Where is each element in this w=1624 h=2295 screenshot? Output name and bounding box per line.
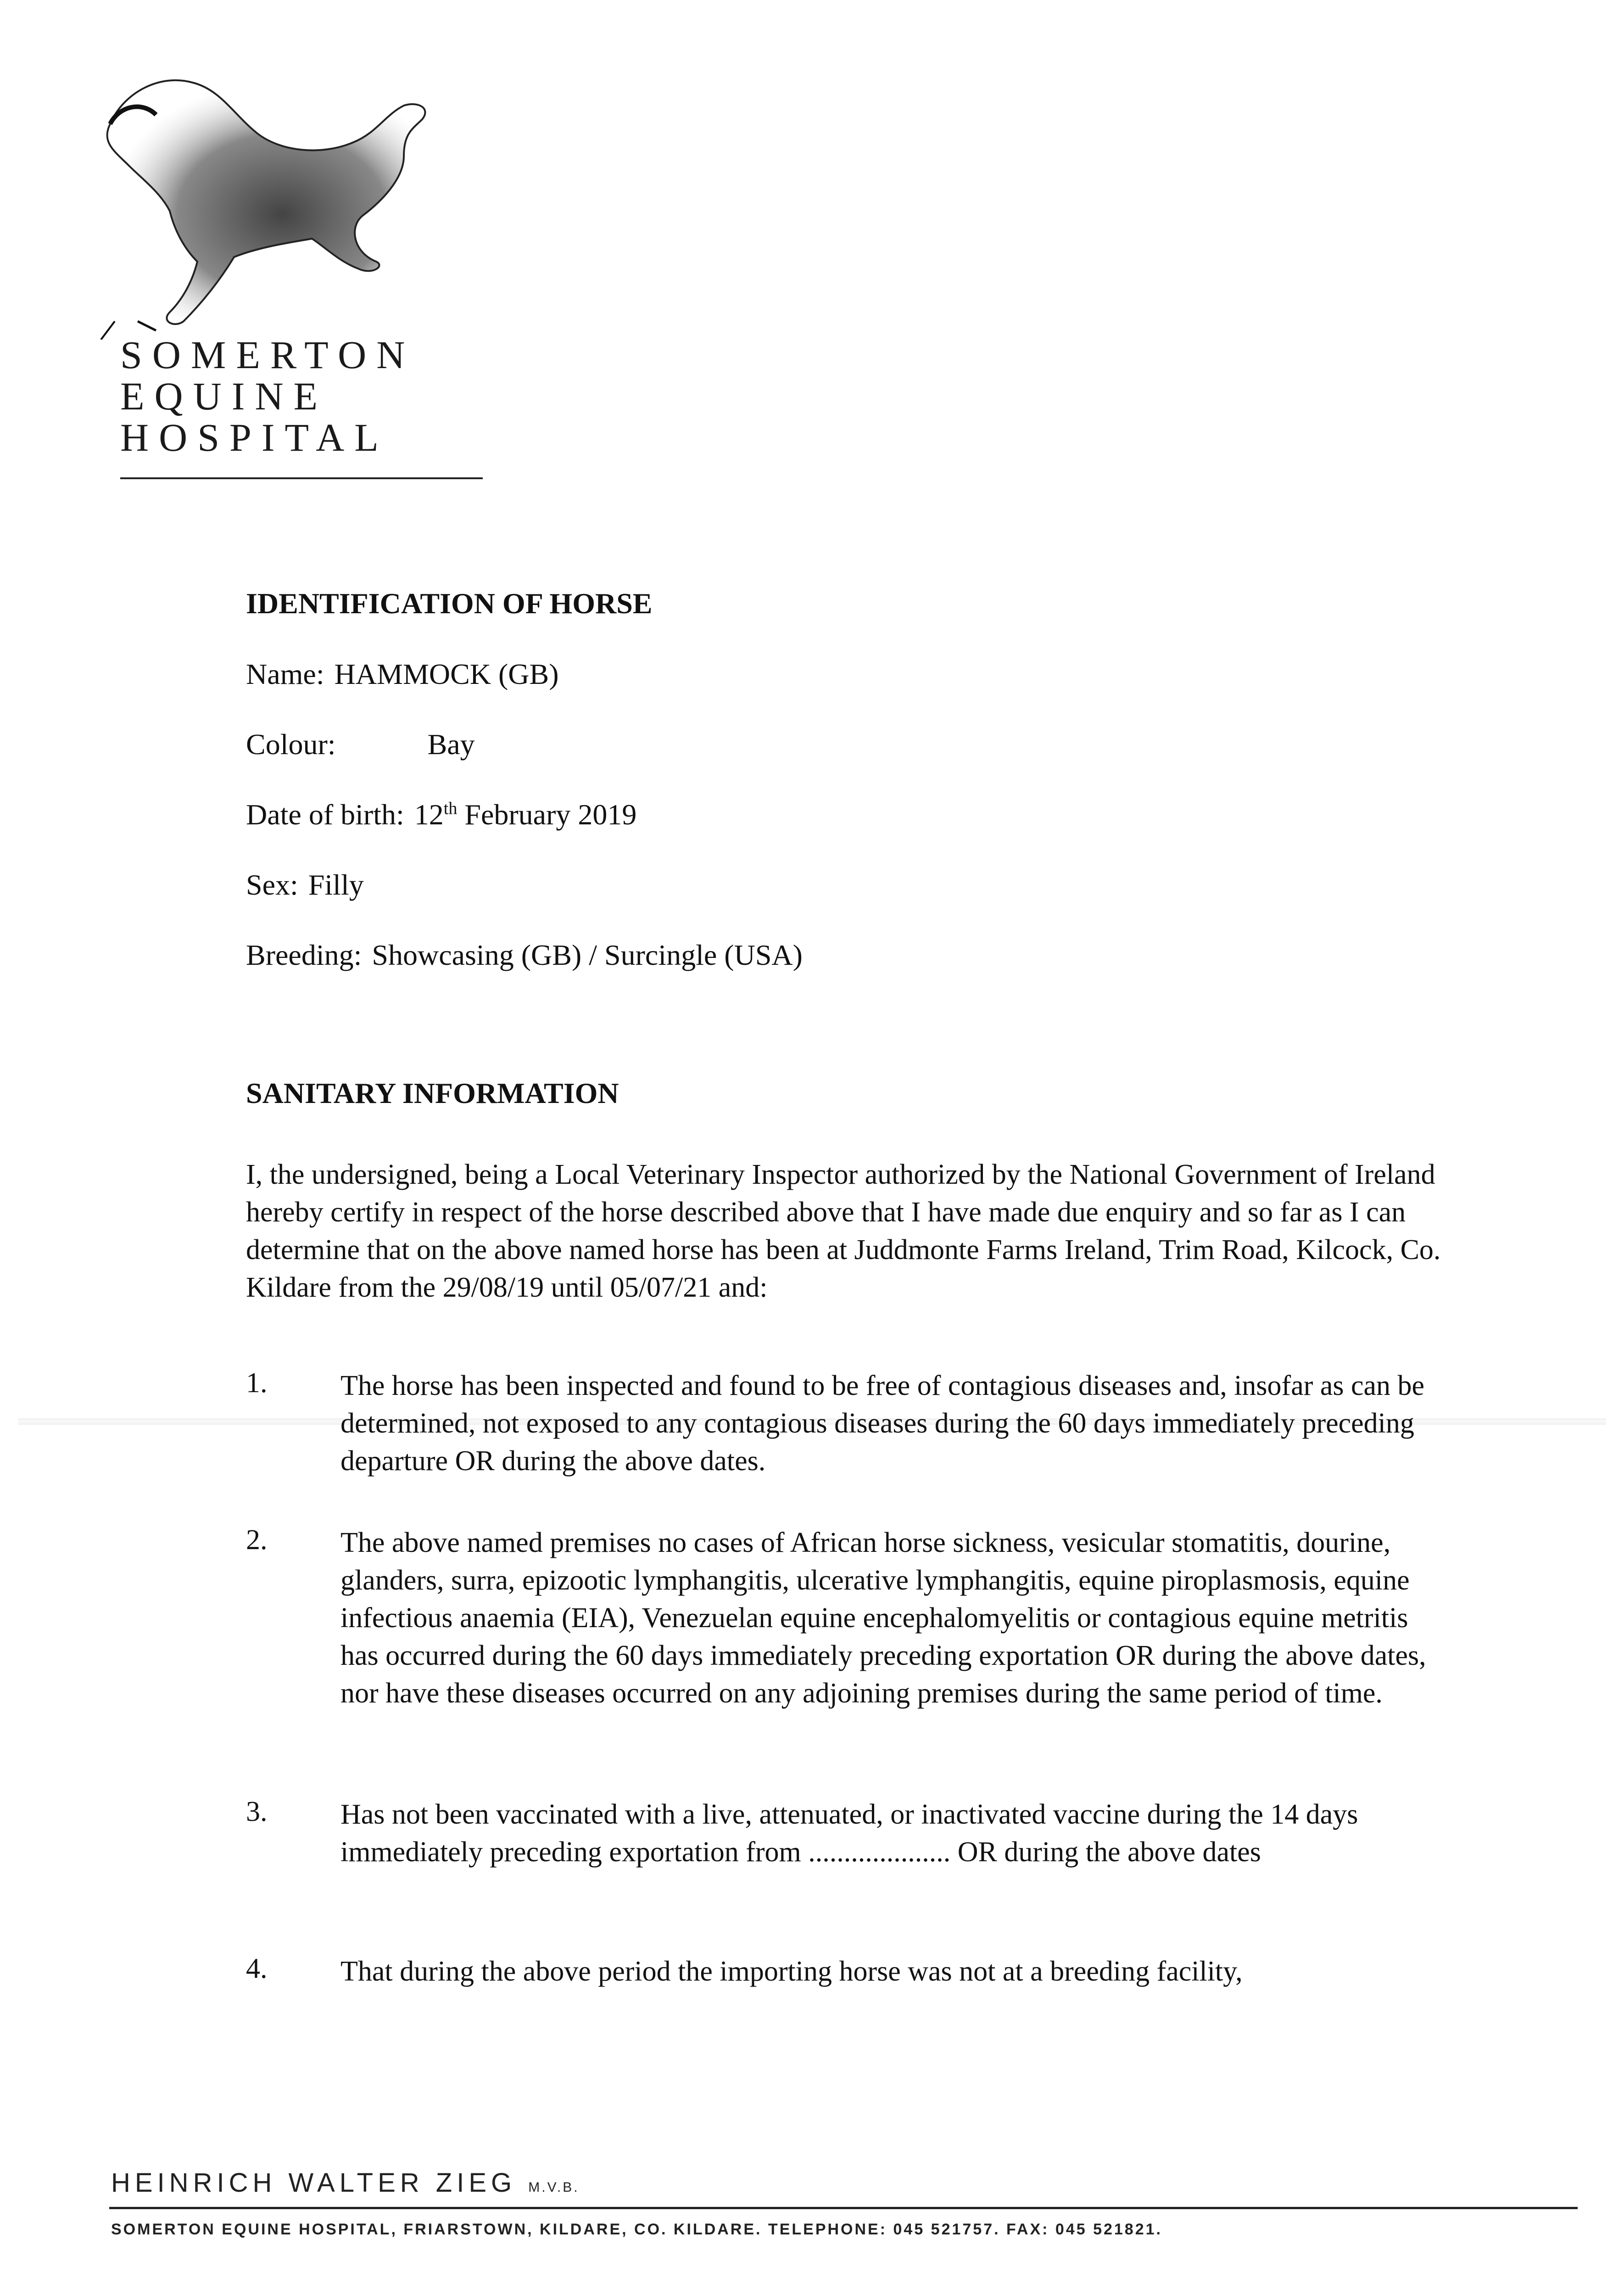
colour-value: Bay	[427, 728, 475, 761]
item-text: The horse has been inspected and found to be free of contagious diseases and, insofar as can be determined, not exposed to any contagious diseases during the 60 days immediately preceding departure OR during the above dates.	[340, 1370, 1425, 1477]
sanitary-intro: I, the undersigned, being a Local Veterinary Inspector authorized by the National Government of Ireland hereby certify in respect of the horse described above that I have made due enquiry and so far as I can determine that on the above named horse has been at Juddmonte Farms Ireland, Trim Road, Kilcock, Co. Kildare from the 29/08/19 until 05/07/21 and:	[246, 1159, 1441, 1303]
item-text: The above named premises no cases of African horse sickness, vesicular stomatitis, dourine, glanders, surra, epizootic lymphangitis, ulcerative lymphangitis, equine piroplasmosis, equine infectious anaemia (EIA), Venezuelan equine encephalomyelitis or contagious equine metritis has occurred during the 60 days immediately preceding exportation OR during the above dates, nor have these diseases occurred on any adjoining premises during the same period of time.	[340, 1527, 1426, 1709]
identification-heading: IDENTIFICATION OF HORSE	[246, 587, 653, 620]
item-text: That during the above period the importing horse was not at a breeding facility,	[340, 1956, 1243, 1987]
breeding-label: Breeding:	[246, 939, 362, 971]
letterhead-line-1: SOMERTON	[120, 333, 415, 377]
item-text: Has not been vaccinated with a live, attenuated, or inactivated vaccine during the 14 days immediately preceding exportation from .................... OR during the above dates	[340, 1799, 1358, 1868]
colour-label: Colour:	[246, 728, 336, 761]
sex-value: Filly	[308, 868, 364, 901]
item-number: 1.	[246, 1367, 268, 1399]
dob-label: Date of birth:	[246, 798, 404, 831]
item-number: 2.	[246, 1524, 268, 1556]
letterhead-logo	[83, 64, 523, 477]
dob-value	[414, 798, 637, 831]
sex-label: Sex:	[246, 868, 298, 901]
dob-day: 12	[414, 798, 444, 831]
letterhead-line-2: EQUINE	[120, 374, 328, 418]
colour-field	[246, 728, 475, 761]
breeding-value: Showcasing (GB) / Surcingle (USA)	[372, 939, 803, 971]
name-field	[246, 657, 559, 691]
item-number: 3.	[246, 1796, 268, 1827]
dob-rest: February 2019	[457, 798, 637, 831]
footer-rule	[109, 2207, 1578, 2209]
item-number: 4.	[246, 1953, 268, 1984]
name-value: HAMMOCK (GB)	[334, 658, 559, 690]
name-label: Name:	[246, 658, 324, 690]
sanitary-heading: SANITARY INFORMATION	[246, 1077, 619, 1109]
footer-address: SOMERTON EQUINE HOSPITAL, FRIARSTOWN, KILDARE, CO. KILDARE. TELEPHONE: 045 521757. FAX: 045 521821.	[111, 2221, 1162, 2238]
sex-field	[246, 868, 364, 902]
galloping-horse-logo-icon	[83, 64, 496, 340]
signatory-name-text: HEINRICH WALTER ZIEG	[111, 2168, 517, 2198]
letterhead-line-3: HOSPITAL	[120, 415, 389, 459]
signatory-qualification: M.V.B.	[528, 2180, 580, 2195]
dob-suffix: th	[443, 799, 458, 818]
letterhead-rule	[120, 477, 483, 479]
date-of-birth-field	[246, 798, 636, 832]
breeding-field	[246, 938, 803, 972]
signatory-name	[111, 2167, 580, 2198]
